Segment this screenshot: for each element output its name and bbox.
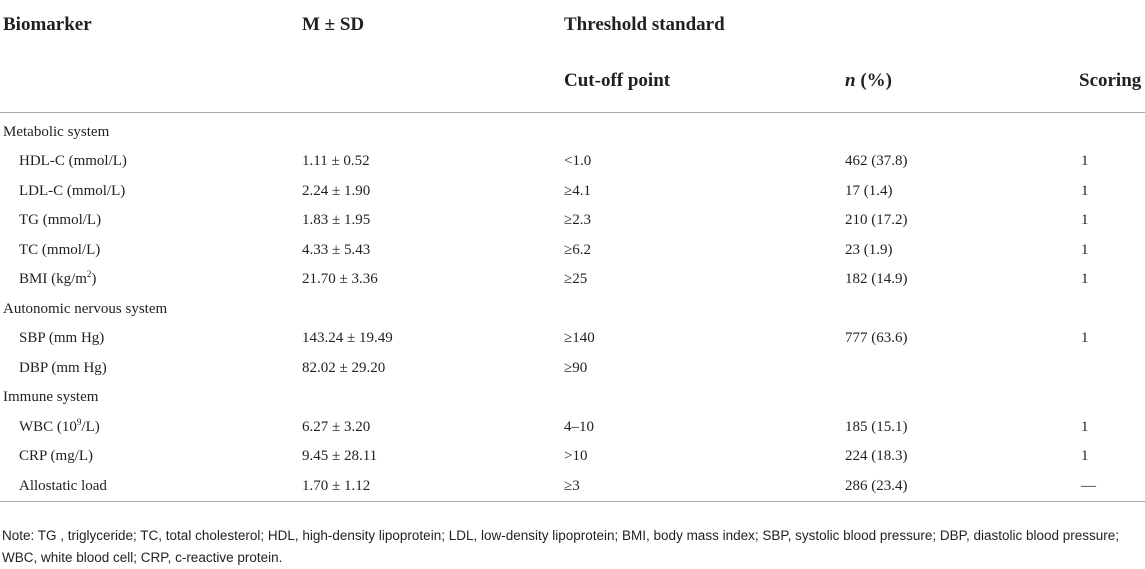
- cell-score: 1: [1081, 271, 1089, 288]
- cell-label: TG (mmol/L): [19, 212, 102, 229]
- header-row-2: [0, 60, 1145, 112]
- header-percent: (%): [855, 70, 892, 91]
- cell-cutoff: 4–10: [564, 418, 594, 435]
- cell-n: [845, 354, 1079, 384]
- header-msd: M ± SD: [302, 14, 365, 35]
- cell-score: 1: [1081, 330, 1089, 347]
- cell-n: 286 (23.4): [845, 477, 908, 494]
- cell-msd: 1.11 ± 0.52: [302, 153, 370, 170]
- cell-score: 1: [1081, 153, 1089, 170]
- label-superscript: 2: [86, 269, 92, 280]
- table-row-bmi: [0, 265, 1145, 295]
- table-header: [0, 0, 1145, 112]
- label-text-end: ): [91, 271, 97, 288]
- cell-msd: 4.33 ± 5.43: [302, 241, 371, 258]
- cell-msd: 82.02 ± 29.20: [302, 359, 386, 376]
- header-biomarker: Biomarker: [3, 14, 92, 35]
- cell-msd: 2.24 ± 1.90: [302, 182, 371, 199]
- cell-cutoff: ≥4.1: [564, 182, 591, 199]
- group-label-autonomic: Autonomic nervous system: [3, 300, 168, 317]
- cell-n: 182 (14.9): [845, 271, 908, 288]
- header-threshold: Threshold standard: [564, 14, 725, 35]
- table-row-ldl: [0, 177, 1145, 207]
- table-row-crp: [0, 442, 1145, 472]
- cell-label: SBP (mm Hg): [19, 330, 105, 347]
- cell-label: HDL-C (mmol/L): [19, 153, 127, 170]
- cell-cutoff: <1.0: [564, 153, 592, 170]
- cell-cutoff: ≥2.3: [564, 212, 591, 229]
- cell-cutoff: ≥90: [564, 359, 588, 376]
- cell-n: 224 (18.3): [845, 448, 908, 465]
- header-row-1: [0, 0, 1145, 60]
- table-row-sbp: [0, 324, 1145, 354]
- label-text-end: /L): [81, 418, 100, 435]
- cell-msd: 6.27 ± 3.20: [302, 418, 371, 435]
- cell-cutoff: ≥140: [564, 330, 595, 347]
- table-row-hdl: [0, 147, 1145, 177]
- cell-cutoff: >10: [564, 448, 588, 465]
- cell-msd: 143.24 ± 19.49: [302, 330, 393, 347]
- cell-label: CRP (mg/L): [19, 448, 94, 465]
- cell-label: DBP (mm Hg): [19, 359, 107, 376]
- cell-label: Allostatic load: [19, 477, 107, 494]
- table-footnote: Note: TG , triglyceride; TC, total cholesterol; HDL, high-density lipoprotein; LDL, low-density lipoprotein; BMI, body mass index; SBP, systolic blood pressure; DBP, diastolic blood pressure; WBC, white blood cell; CRP, c-reactive protein.: [2, 528, 1120, 565]
- cell-n: 210 (17.2): [845, 212, 908, 229]
- label-text: BMI (kg/m: [19, 271, 87, 288]
- cell-n: 777 (63.6): [845, 330, 908, 347]
- cell-msd: 21.70 ± 3.36: [302, 271, 378, 288]
- cell-score: 1: [1081, 212, 1089, 229]
- cell-label: LDL-C (mmol/L): [19, 182, 126, 199]
- table-row-wbc: [0, 413, 1145, 443]
- cell-score: 1: [1081, 182, 1089, 199]
- group-row-autonomic: [0, 295, 1145, 325]
- group-row-metabolic: [0, 112, 1145, 147]
- group-row-immune: [0, 383, 1145, 413]
- cell-label: [0, 265, 302, 295]
- cell-n: 17 (1.4): [845, 182, 893, 199]
- table-row-allostatic: [0, 472, 1145, 502]
- header-cutoff: Cut-off point: [564, 70, 671, 91]
- header-empty-2: [302, 60, 564, 112]
- cell-score: [1079, 354, 1145, 384]
- cell-cutoff: ≥6.2: [564, 241, 591, 258]
- table-row-tc: [0, 236, 1145, 266]
- cell-msd: 1.70 ± 1.12: [302, 477, 371, 494]
- cell-label: TC (mmol/L): [19, 241, 101, 258]
- cell-label: [0, 413, 302, 443]
- cell-score: —: [1081, 477, 1096, 494]
- table-row-tg: [0, 206, 1145, 236]
- label-text: WBC (10: [19, 418, 77, 435]
- cell-n: 462 (37.8): [845, 153, 908, 170]
- group-label-immune: Immune system: [3, 389, 99, 406]
- cell-score: 1: [1081, 448, 1089, 465]
- table-row-dbp: [0, 354, 1145, 384]
- cell-msd: 9.45 ± 28.11: [302, 448, 378, 465]
- cell-cutoff: ≥3: [564, 477, 580, 494]
- cell-n: 185 (15.1): [845, 418, 908, 435]
- label-superscript: 9: [76, 416, 82, 427]
- header-n-symbol: n: [845, 70, 856, 91]
- cell-score: 1: [1081, 418, 1089, 435]
- header-n-percent: [845, 60, 1079, 112]
- cell-score: 1: [1081, 241, 1089, 258]
- header-scoring: Scoring: [1079, 70, 1142, 91]
- table-body: [0, 112, 1145, 502]
- header-empty-1: [0, 60, 302, 112]
- cell-cutoff: ≥25: [564, 271, 588, 288]
- cell-n: 23 (1.9): [845, 241, 893, 258]
- cell-msd: 1.83 ± 1.95: [302, 212, 371, 229]
- group-label-metabolic: Metabolic system: [3, 124, 110, 141]
